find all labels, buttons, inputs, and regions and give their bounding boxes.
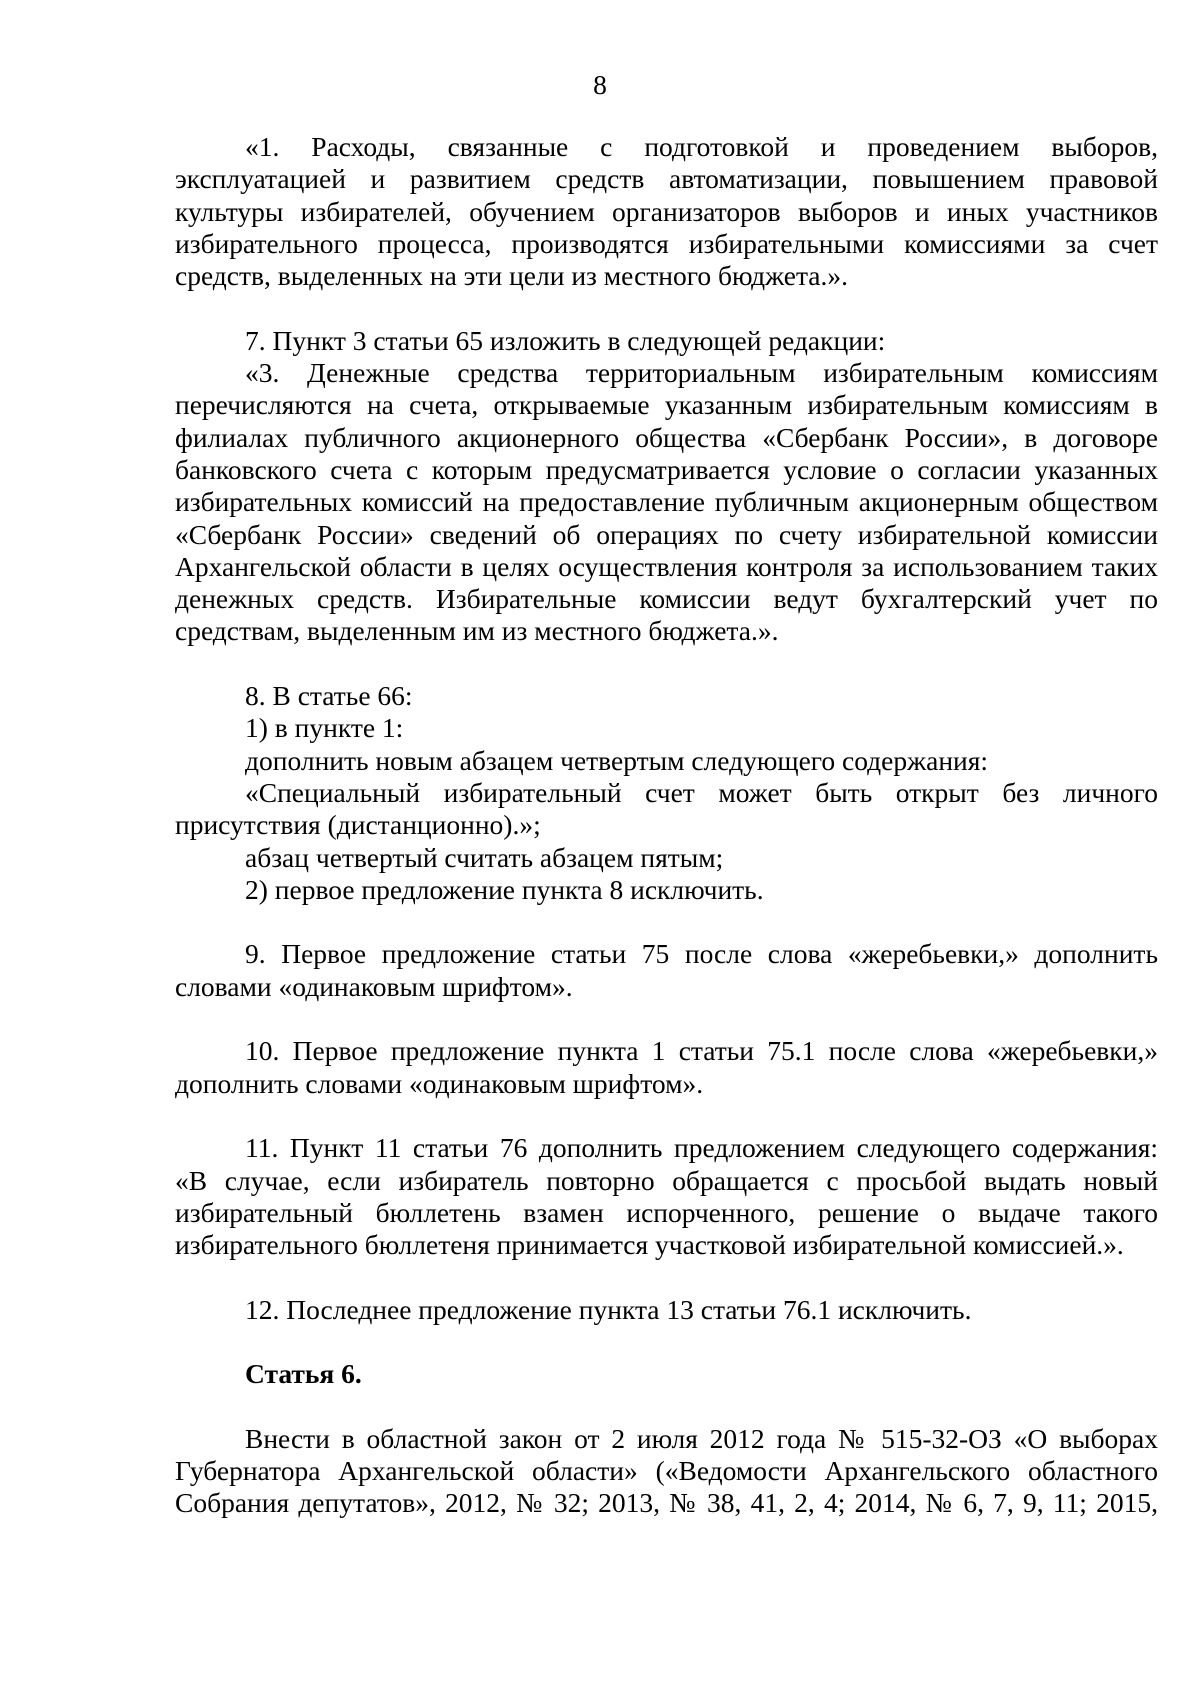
paragraph-item-8: 8. В статье 66: [245,680,413,712]
paragraph-item-12: 12. Последнее предложение пункта 13 статьи 76.1 исключить. [245,1293,972,1325]
paragraph-article-6-intro: Внести в областной закон от 2 июля 2012 года № 515-32-ОЗ «О выборах Губернатора Архангельской области» («Ведомости Архангельского областного Собрания депутатов», 2012, № 32; 2013, № 38, 41, 2, 4; 2014, № 6, 7, 9, 11; 2015, [175,1422,1158,1519]
paragraph-item-10: 10. Первое предложение пункта 1 статьи 75.1 после слова «жеребьевки,» дополнить словами «одинаковым шрифтом». [175,1035,1158,1099]
paragraph-item-8-add: дополнить новым абзацем четвертым следующего содержания: [245,744,989,776]
paragraph-item-7-quote: «3. Денежные средства территориальным избирательным комиссиям перечисляются на счета, открываемые указанным избирательным комиссиям в филиалах публичного акционерного общества «Сбербанк России», в договоре банковского счета с которым предусматривается условие о согласии указанных избирательных комиссий на предоставление публичным акционерным обществом «Сбербанк России» сведений об операциях по счету избирательной комиссии Архангельской области в целях осуществления контроля за использованием таких денежных средств. Избирательные комиссии ведут бухгалтерский учет по средствам, выделенным им из местного бюджета.». [175,357,1158,647]
paragraph-item-11: 11. Пункт 11 статьи 76 дополнить предложением следующего содержания: «В случае, если избиратель повторно обращается с просьбой выдать новый избирательный бюллетень взамен испорченного, решение о выдаче такого избирательного бюллетеня принимается участковой избирательной комиссией.». [175,1132,1158,1261]
paragraph-article-quote-expenses: «1. Расходы, связанные с подготовкой и проведением выборов, эксплуатацией и развитием средств автоматизации, повышением правовой культуры избирателей, обучением организаторов выборов и иных участников избирательного процесса, производятся избирательными комиссиями за счет средств, выделенных на эти цели из местного бюджета.». [175,131,1158,292]
paragraph-item-8-renumber: абзац четвертый считать абзацем пятым; [245,841,724,873]
paragraph-item-9: 9. Первое предложение статьи 75 после слова «жеребьевки,» дополнить словами «одинаковым шрифтом». [175,938,1158,1002]
paragraph-item-7: 7. Пункт 3 статьи 65 изложить в следующей редакции: [245,324,886,356]
paragraph-item-8-sub-1: 1) в пункте 1: [245,712,404,744]
page-number: 8 [593,69,607,100]
paragraph-item-8-sub-2: 2) первое предложение пункта 8 исключить. [245,873,764,905]
article-6-heading: Статья 6. [245,1358,362,1390]
document-body [175,131,1158,1520]
paragraph-item-8-quote: «Специальный избирательный счет может быть открыт без личного присутствия (дистанционно).»; [175,776,1158,841]
